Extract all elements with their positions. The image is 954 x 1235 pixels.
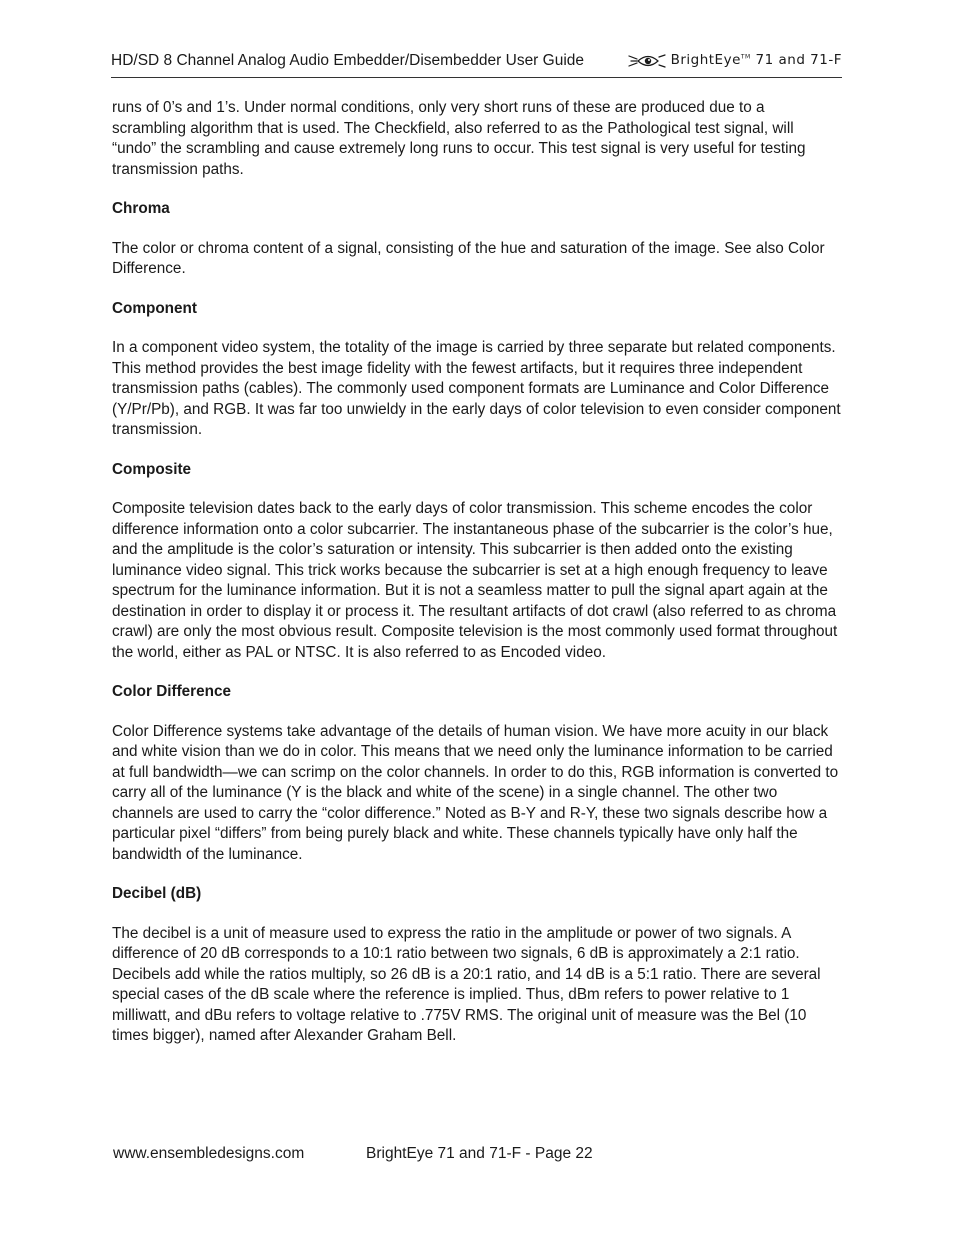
- brighteye-eye-logo-icon: [628, 51, 666, 69]
- brand-name: BrightEye: [670, 52, 741, 68]
- term-component: Component: [112, 299, 197, 317]
- brand-text: [671, 52, 842, 68]
- footer-url: www.ensembledesigns.com: [113, 1145, 305, 1162]
- brand-trademark: TM: [740, 53, 751, 61]
- definition-component: In a component video system, the totality of the image is carried by three separate but related components. This method provides the best image fidelity with the fewest artifacts, but it requires three independent transmission paths (cables). The commonly used component formats are Luminance and Color Difference (Y/Pr/Pb), and RGB. It was far too unwieldy in the early days of color television to even consider component transmission.: [112, 339, 841, 438]
- brand-model: 71 and 71-F: [755, 52, 842, 68]
- definition-chroma: The color or chroma content of a signal, consisting of the hue and saturation of the image. See also Color Difference.: [112, 239, 825, 277]
- term-decibel: Decibel (dB): [112, 885, 202, 902]
- term-color-difference: Color Difference: [112, 683, 231, 700]
- page-header: [111, 50, 842, 78]
- brand-mark: [628, 51, 842, 69]
- term-chroma: Chroma: [112, 200, 170, 217]
- definition-composite: Composite television dates back to the early days of color transmission. This scheme encodes the color difference information onto a color subcarrier. The instantaneous phase of the subcarrier is the color’s hue, and the amplitude is the color’s saturation or intensity. This subcarrier is then added onto the existing luminance video signal. This trick works because the subcarrier is set at a high enough frequency to leave spectrum for the luminance information. But it is not a seamless matter to pull the signal apart again at the destination in order to display it or process it. The resultant artifacts of dot crawl (also referred to as chroma crawl) are only the most obvious result. Composite television is the most commonly used format throughout the world, either as PAL or NTSC. It is also referred to as Encoded video.: [112, 500, 838, 661]
- definition-color-difference: Color Difference systems take advantage of the details of human vision. We have more acuity in our black and white vision than we do in color. This means that we need only the luminance information to be carried at full bandwidth—we can scrimp on the color channels. In order to do this, RGB information is converted to carry all of the luminance (Y is the black and white of the scene) in a single channel. The other two channels are used to carry the “color difference.” Noted as B-Y and R-Y, these two signals describe how a particular pixel “differs” from being purely black and white. These channels typically have only half the bandwidth of the luminance.: [112, 722, 839, 863]
- page-content: [112, 98, 842, 1066]
- term-composite: Composite: [112, 460, 192, 478]
- header-title: HD/SD 8 Channel Analog Audio Embedder/Disembedder User Guide: [111, 52, 585, 69]
- intro-paragraph: runs of 0’s and 1’s. Under normal conditions, only very short runs of these are produced due to a scrambling algorithm that is used. The Checkfield, also referred to as the Pathological test signal, will “undo” the scrambling and cause extremely long runs to occur. This test signal is very useful for testing transmission paths.: [112, 99, 806, 178]
- definition-decibel: The decibel is a unit of measure used to express the ratio in the amplitude or power of two signals. A difference of 20 dB corresponds to a 10:1 ratio between two signals, 6 dB is approximately a 2:1 ratio. Decibels add while the ratios multiply, so 26 dB is a 20:1 ratio, and 14 dB is a 5:1 ratio. There are several special cases of the dB scale where the reference is implied. Thus, dBm refers to power relative to 1 milliwatt, and dBu refers to voltage relative to .775V RMS. The original unit of measure was the Bel (10 times bigger), named after Alexander Graham Bell.: [112, 924, 821, 1044]
- footer-page-label: BrightEye 71 and 71-F - Page 22: [366, 1145, 593, 1162]
